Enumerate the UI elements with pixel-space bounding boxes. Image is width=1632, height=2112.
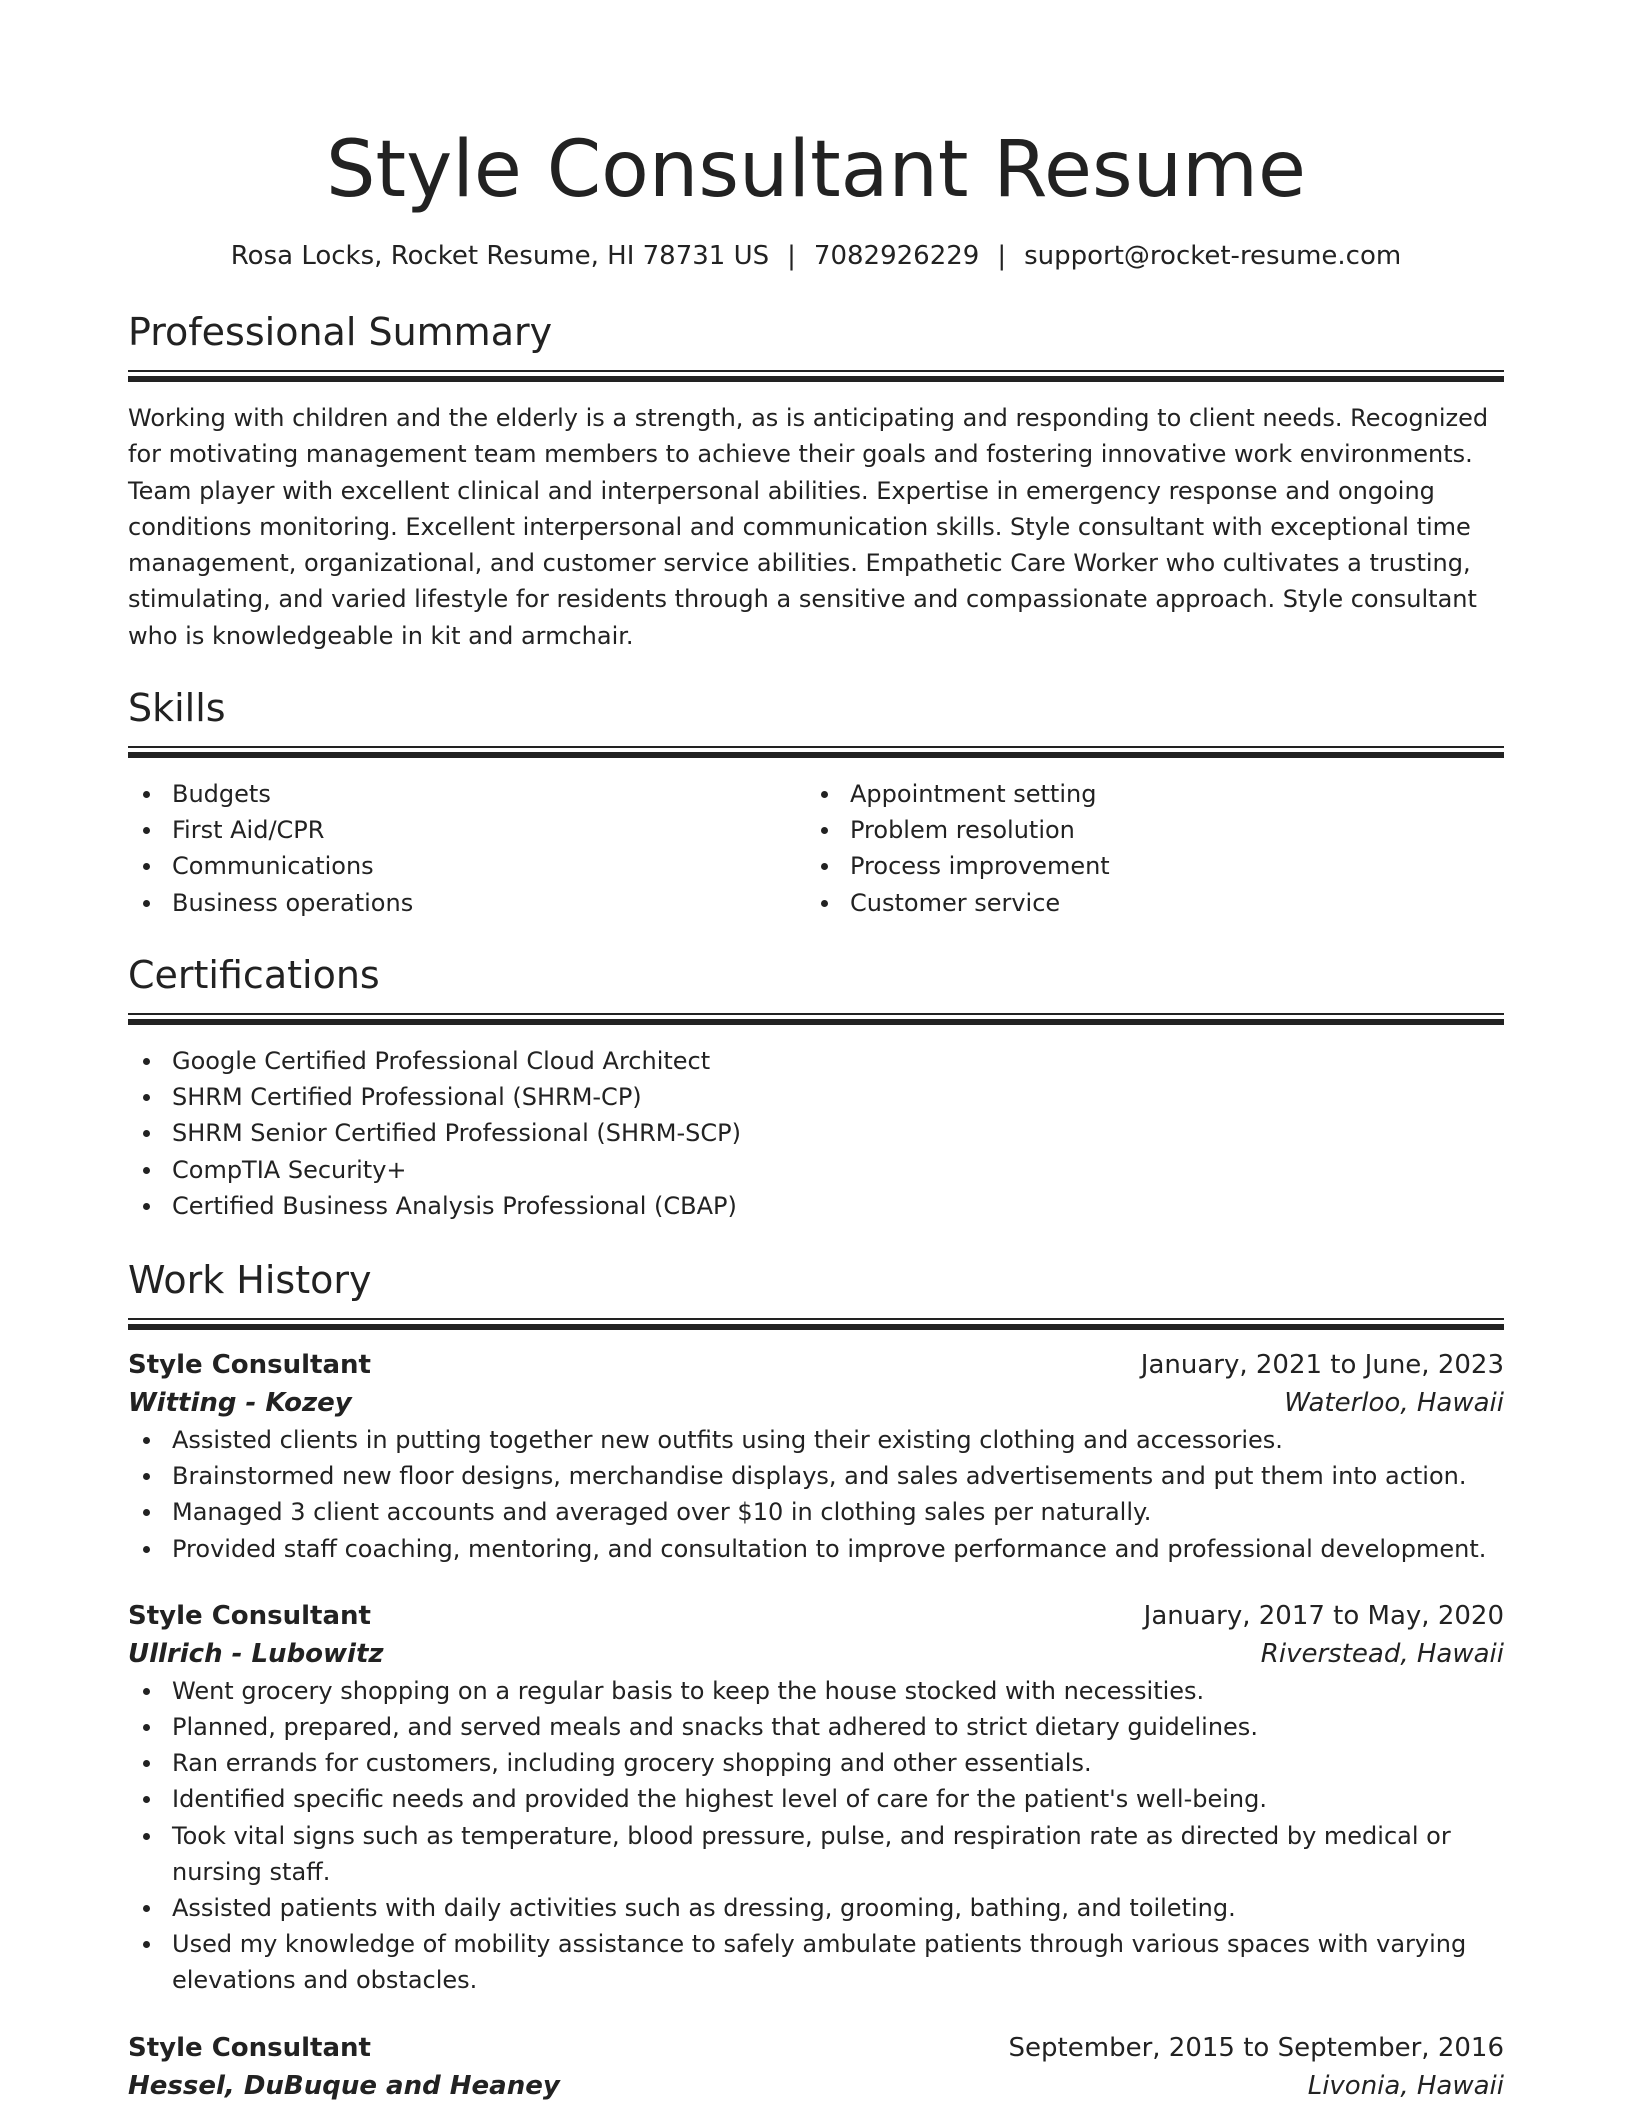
skill-item: Problem resolution	[806, 812, 1484, 848]
skills-heading: Skills	[128, 686, 226, 731]
certification-item: Google Certified Professional Cloud Architect	[128, 1043, 1504, 1079]
section-divider	[128, 370, 1504, 382]
job-dates: January, 2017 to May, 2020	[1143, 1600, 1504, 1631]
work-history-heading: Work History	[128, 1257, 372, 1302]
job-bullet: Planned, prepared, and served meals and snacks that adhered to strict dietary guidelines.	[128, 1709, 1504, 1745]
certifications-heading: Certifications	[128, 952, 380, 997]
job-title: Style Consultant	[128, 1600, 371, 1631]
contact-address: Rosa Locks, Rocket Resume, HI 78731 US	[230, 241, 770, 271]
skill-item: Appointment setting	[806, 776, 1484, 812]
job-company: Hessel, DuBuque and Heaney	[128, 2070, 560, 2101]
resume-page	[128, 0, 1504, 2105]
job-header	[128, 1346, 1504, 1384]
job-header	[128, 1597, 1504, 1635]
contact-line	[128, 238, 1504, 274]
certification-item: Certified Business Analysis Professional (CBAP)	[128, 1188, 1504, 1224]
skill-item: Communications	[128, 848, 806, 884]
job-subheader	[128, 1384, 1504, 1422]
job-bullet: Brainstormed new floor designs, merchandise displays, and sales advertisements and put them into action.	[128, 1458, 1504, 1494]
contact-email[interactable]: support@rocket-resume.com	[1024, 241, 1402, 271]
certifications-section	[128, 951, 1504, 1224]
job-location: Livonia, Hawaii	[1307, 2070, 1504, 2101]
skill-item: Budgets	[128, 776, 806, 812]
job-bullet: Took vital signs such as temperature, blood pressure, pulse, and respiration rate as directed by medical or nursing staff.	[128, 1818, 1504, 1890]
job-bullet: Managed 3 client accounts and averaged over $10 in clothing sales per naturally.	[128, 1494, 1504, 1530]
job-subheader	[128, 1635, 1504, 1673]
job-bullet-list	[128, 1422, 1504, 1567]
skill-item: Customer service	[806, 885, 1484, 921]
skill-item: Process improvement	[806, 848, 1484, 884]
document-title: Style Consultant Resume	[326, 125, 1306, 215]
job-subheader	[128, 2067, 1504, 2105]
summary-section	[128, 308, 1504, 654]
job-location: Waterloo, Hawaii	[1284, 1387, 1504, 1418]
contact-phone: 7082926229	[813, 241, 980, 271]
job-company: Witting - Kozey	[128, 1387, 352, 1418]
job-bullet: Assisted clients in putting together new outfits using their existing clothing and accessories.	[128, 1422, 1504, 1458]
job-dates: September, 2015 to September, 2016	[1008, 2032, 1504, 2063]
skill-item: Business operations	[128, 885, 806, 921]
job-bullet: Identified specific needs and provided the highest level of care for the patient's well-being.	[128, 1781, 1504, 1817]
job-company: Ullrich - Lubowitz	[128, 1638, 384, 1669]
job-bullet: Provided staff coaching, mentoring, and consultation to improve performance and professional development.	[128, 1531, 1504, 1567]
section-divider	[128, 1013, 1504, 1025]
contact-separator: |	[787, 241, 796, 271]
job-entry	[128, 2029, 1504, 2105]
job-entry	[128, 1597, 1504, 1999]
job-title: Style Consultant	[128, 1349, 371, 1380]
skills-section	[128, 684, 1504, 921]
summary-text: Working with children and the elderly is a strength, as is anticipating and responding to client needs. Recognized for motivating management team members to achieve their goals and fostering innovative work environments. Team player with excellent clinical and interpersonal abilities. Expertise in emergency response and ongoing conditions monitoring. Excellent interpersonal and communication skills. Style consultant with exceptional time management, organizational, and customer service abilities. Empathetic Care Worker who cultivates a trusting, stimulating, and varied lifestyle for residents through a sensitive and compassionate approach. Style consultant who is knowledgeable in kit and armchair.	[128, 404, 1489, 650]
job-title: Style Consultant	[128, 2032, 371, 2063]
skill-item: First Aid/CPR	[128, 812, 806, 848]
certifications-list	[128, 1043, 1504, 1224]
skills-grid	[128, 776, 1504, 921]
job-entry	[128, 1346, 1504, 1567]
section-divider	[128, 746, 1504, 758]
skills-column-right	[806, 776, 1484, 921]
job-location: Riverstead, Hawaii	[1260, 1638, 1504, 1669]
job-bullet: Ran errands for customers, including grocery shopping and other essentials.	[128, 1745, 1504, 1781]
certification-item: SHRM Certified Professional (SHRM-CP)	[128, 1079, 1504, 1115]
certification-item: SHRM Senior Certified Professional (SHRM-SCP)	[128, 1115, 1504, 1151]
summary-heading: Professional Summary	[128, 310, 553, 354]
job-header	[128, 2029, 1504, 2067]
skills-column-left	[128, 776, 806, 921]
job-bullet: Went grocery shopping on a regular basis to keep the house stocked with necessities.	[128, 1673, 1504, 1709]
certification-item: CompTIA Security+	[128, 1152, 1504, 1188]
work-history-section	[128, 1256, 1504, 2105]
job-bullet-list	[128, 1673, 1504, 1999]
job-bullet: Used my knowledge of mobility assistance to safely ambulate patients through various spaces with varying elevations and obstacles.	[128, 1926, 1504, 1998]
job-bullet: Assisted patients with daily activities such as dressing, grooming, bathing, and toileting.	[128, 1890, 1504, 1926]
job-dates: January, 2021 to June, 2023	[1140, 1349, 1504, 1380]
section-divider	[128, 1318, 1504, 1330]
contact-separator: |	[997, 241, 1007, 271]
